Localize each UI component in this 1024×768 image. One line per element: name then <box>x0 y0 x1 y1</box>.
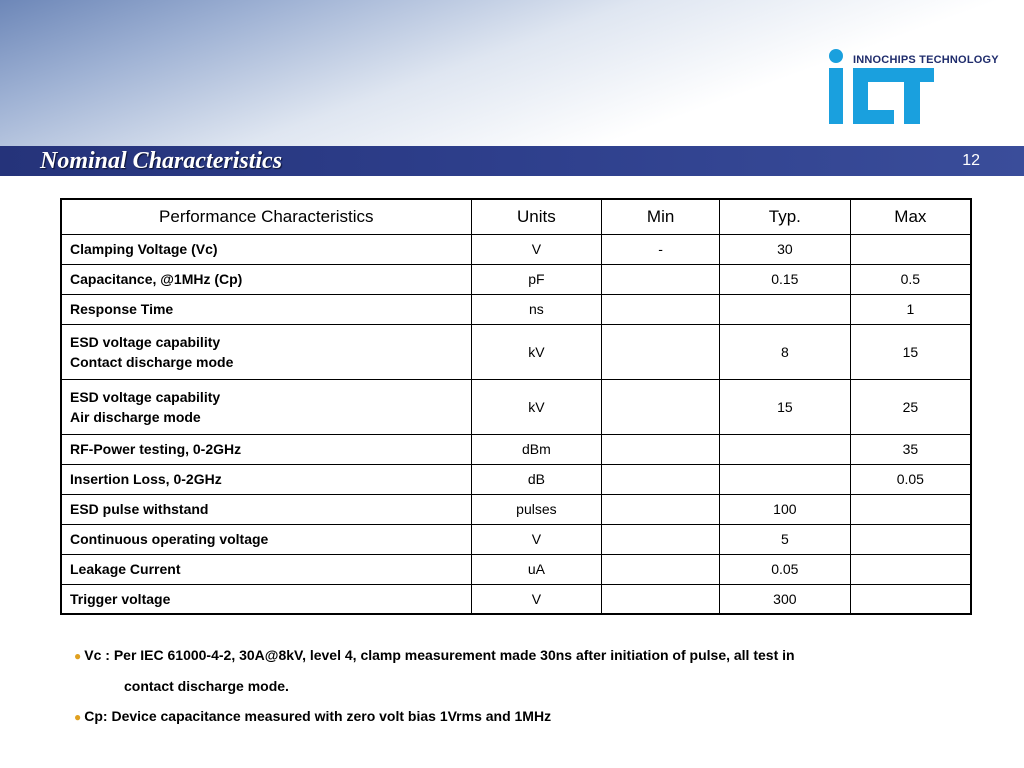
cell-units: V <box>471 584 602 614</box>
bullet-icon: ● <box>74 710 82 724</box>
header-max: Max <box>850 199 971 234</box>
cell-typ <box>720 464 851 494</box>
cell-name: Clamping Voltage (Vc) <box>61 234 471 264</box>
header-units: Units <box>471 199 602 234</box>
cell-max <box>850 554 971 584</box>
cell-min: - <box>602 234 720 264</box>
table-row <box>61 584 971 614</box>
bullet-icon: ● <box>74 649 82 663</box>
cell-min <box>602 324 720 379</box>
table-row <box>61 379 971 434</box>
cell-min <box>602 264 720 294</box>
cell-max: 25 <box>850 379 971 434</box>
cell-typ: 0.15 <box>720 264 851 294</box>
cell-name: RF-Power testing, 0-2GHz <box>61 434 471 464</box>
cell-units: kV <box>471 324 602 379</box>
cell-name <box>61 324 471 379</box>
note-cp-text: Cp: Device capacitance measured with zero volt bias 1Vrms and 1MHz <box>84 708 552 724</box>
cell-max: 1 <box>850 294 971 324</box>
footnotes <box>74 640 974 732</box>
table-header-row <box>61 199 971 234</box>
table-row <box>61 464 971 494</box>
cell-units: V <box>471 234 602 264</box>
cell-typ: 8 <box>720 324 851 379</box>
cell-min <box>602 584 720 614</box>
characteristics-table <box>60 198 972 615</box>
cell-name: Capacitance, @1MHz (Cp) <box>61 264 471 294</box>
table-row <box>61 264 971 294</box>
cell-typ: 300 <box>720 584 851 614</box>
table-row <box>61 554 971 584</box>
cell-max <box>850 524 971 554</box>
cell-min <box>602 294 720 324</box>
cell-name: Continuous operating voltage <box>61 524 471 554</box>
cell-name-line2: Air discharge mode <box>70 408 201 425</box>
table-row <box>61 234 971 264</box>
cell-max: 0.05 <box>850 464 971 494</box>
table-row <box>61 524 971 554</box>
table-row <box>61 434 971 464</box>
cell-max: 35 <box>850 434 971 464</box>
cell-min <box>602 464 720 494</box>
cell-name: Leakage Current <box>61 554 471 584</box>
cell-name: Response Time <box>61 294 471 324</box>
cell-units: dB <box>471 464 602 494</box>
cell-units: uA <box>471 554 602 584</box>
cell-name: Trigger voltage <box>61 584 471 614</box>
cell-name-line1: ESD voltage capability <box>70 333 221 350</box>
table-row <box>61 294 971 324</box>
header-characteristics: Performance Characteristics <box>61 199 471 234</box>
cell-typ <box>720 434 851 464</box>
note-cp <box>74 701 974 732</box>
cell-min <box>602 494 720 524</box>
cell-name-line2: Contact discharge mode <box>70 353 234 370</box>
cell-units: V <box>471 524 602 554</box>
cell-min <box>602 379 720 434</box>
cell-typ <box>720 294 851 324</box>
cell-min <box>602 434 720 464</box>
cell-name: Insertion Loss, 0-2GHz <box>61 464 471 494</box>
logo-text: INNOCHIPS TECHNOLOGY <box>853 54 999 66</box>
cell-max <box>850 584 971 614</box>
header-min: Min <box>602 199 720 234</box>
cell-typ: 15 <box>720 379 851 434</box>
table-row <box>61 324 971 379</box>
note-vc-line1: Vc : Per IEC 61000-4-2, 30A@8kV, level 4, clamp measurement made 30ns after initiation of pulse, all test in <box>84 647 795 663</box>
header-typ: Typ. <box>720 199 851 234</box>
cell-typ: 5 <box>720 524 851 554</box>
note-vc <box>74 640 974 671</box>
table-row <box>61 494 971 524</box>
cell-max: 0.5 <box>850 264 971 294</box>
cell-name <box>61 379 471 434</box>
cell-units: pF <box>471 264 602 294</box>
cell-units: ns <box>471 294 602 324</box>
slide-title: Nominal Characteristics <box>40 148 283 174</box>
cell-units: dBm <box>471 434 602 464</box>
title-bar <box>0 146 1024 176</box>
page-number: 12 <box>962 152 980 169</box>
cell-min <box>602 524 720 554</box>
cell-name-line1: ESD voltage capability <box>70 388 221 405</box>
cell-max <box>850 234 971 264</box>
cell-typ: 30 <box>720 234 851 264</box>
cell-typ: 100 <box>720 494 851 524</box>
cell-max: 15 <box>850 324 971 379</box>
cell-min <box>602 554 720 584</box>
note-vc-continued: contact discharge mode. <box>124 678 289 694</box>
cell-units: pulses <box>471 494 602 524</box>
cell-units: kV <box>471 379 602 434</box>
cell-name: ESD pulse withstand <box>61 494 471 524</box>
cell-max <box>850 494 971 524</box>
cell-typ: 0.05 <box>720 554 851 584</box>
